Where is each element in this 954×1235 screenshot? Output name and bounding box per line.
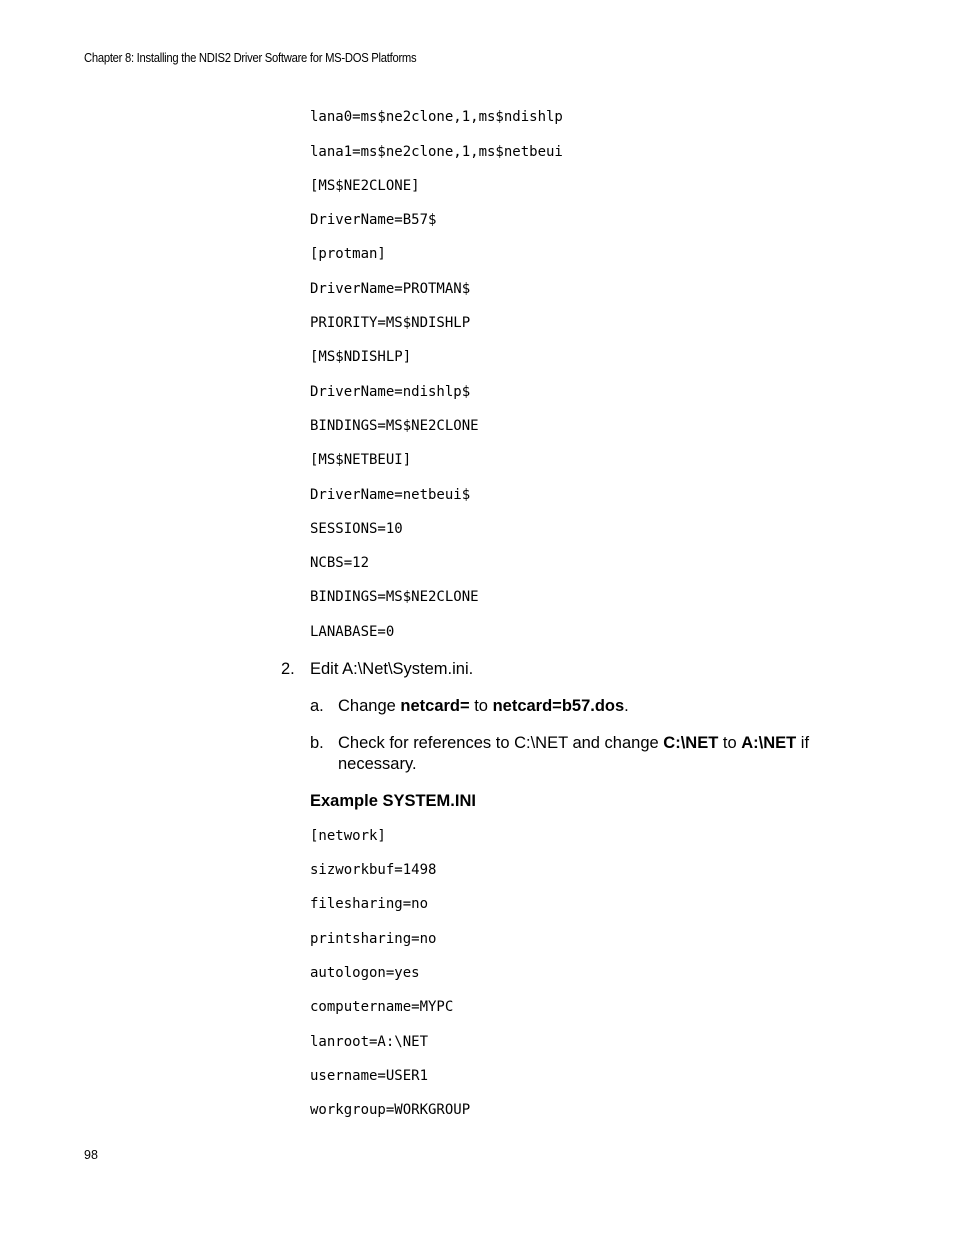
- code-line: computername=MYPC: [310, 999, 454, 1015]
- code-line: lanroot=A:\NET: [310, 1034, 429, 1050]
- code-line: LANABASE=0: [310, 624, 395, 640]
- substep-text: [338, 696, 629, 717]
- page-header: Chapter 8: Installing the NDIS2 Driver Software for MS-DOS Platforms: [84, 51, 417, 65]
- code-line: [protman]: [310, 246, 386, 262]
- code-line: lana0=ms$ne2clone,1,ms$ndishlp: [310, 109, 563, 125]
- step-number: 2.: [281, 660, 295, 678]
- bold-text: A:\NET: [741, 734, 797, 752]
- text-run: Check for references to C:\NET and change: [338, 734, 664, 752]
- code-line: BINDINGS=MS$NE2CLONE: [310, 418, 479, 434]
- code-line: SESSIONS=10: [310, 521, 403, 537]
- text-run: to: [469, 697, 493, 715]
- code-line: [MS$NE2CLONE]: [310, 178, 420, 194]
- code-line: username=USER1: [310, 1068, 429, 1084]
- code-line: autologon=yes: [310, 965, 420, 981]
- text-run: Change: [338, 697, 401, 715]
- code-line: sizworkbuf=1498: [310, 862, 437, 878]
- code-line: lana1=ms$ne2clone,1,ms$netbeui: [310, 144, 563, 160]
- code-line: BINDINGS=MS$NE2CLONE: [310, 589, 479, 605]
- text-run: .: [624, 697, 629, 715]
- substep-text-continued: necessary.: [338, 755, 417, 773]
- substep-text: [338, 733, 809, 754]
- code-line: filesharing=no: [310, 896, 429, 912]
- bold-text: C:\NET: [663, 734, 719, 752]
- code-line: workgroup=WORKGROUP: [310, 1102, 471, 1118]
- code-line: printsharing=no: [310, 931, 437, 947]
- code-line: PRIORITY=MS$NDISHLP: [310, 315, 471, 331]
- code-line: [MS$NETBEUI]: [310, 452, 412, 468]
- text-run: if: [796, 734, 810, 752]
- code-line: NCBS=12: [310, 555, 370, 571]
- page-number: 98: [84, 1148, 98, 1162]
- bold-text: netcard=b57.dos: [492, 697, 625, 715]
- substep-letter: a.: [310, 697, 324, 715]
- code-line: DriverName=PROTMAN$: [310, 281, 471, 297]
- substep-letter: b.: [310, 734, 324, 752]
- code-line: [network]: [310, 828, 386, 844]
- code-line: DriverName=B57$: [310, 212, 437, 228]
- text-run: to: [718, 734, 742, 752]
- code-line: DriverName=netbeui$: [310, 487, 471, 503]
- example-heading: Example SYSTEM.INI: [310, 792, 476, 810]
- step-text: Edit A:\Net\System.ini.: [310, 660, 474, 678]
- code-line: DriverName=ndishlp$: [310, 384, 471, 400]
- code-line: [MS$NDISHLP]: [310, 349, 412, 365]
- bold-text: netcard=: [400, 697, 470, 715]
